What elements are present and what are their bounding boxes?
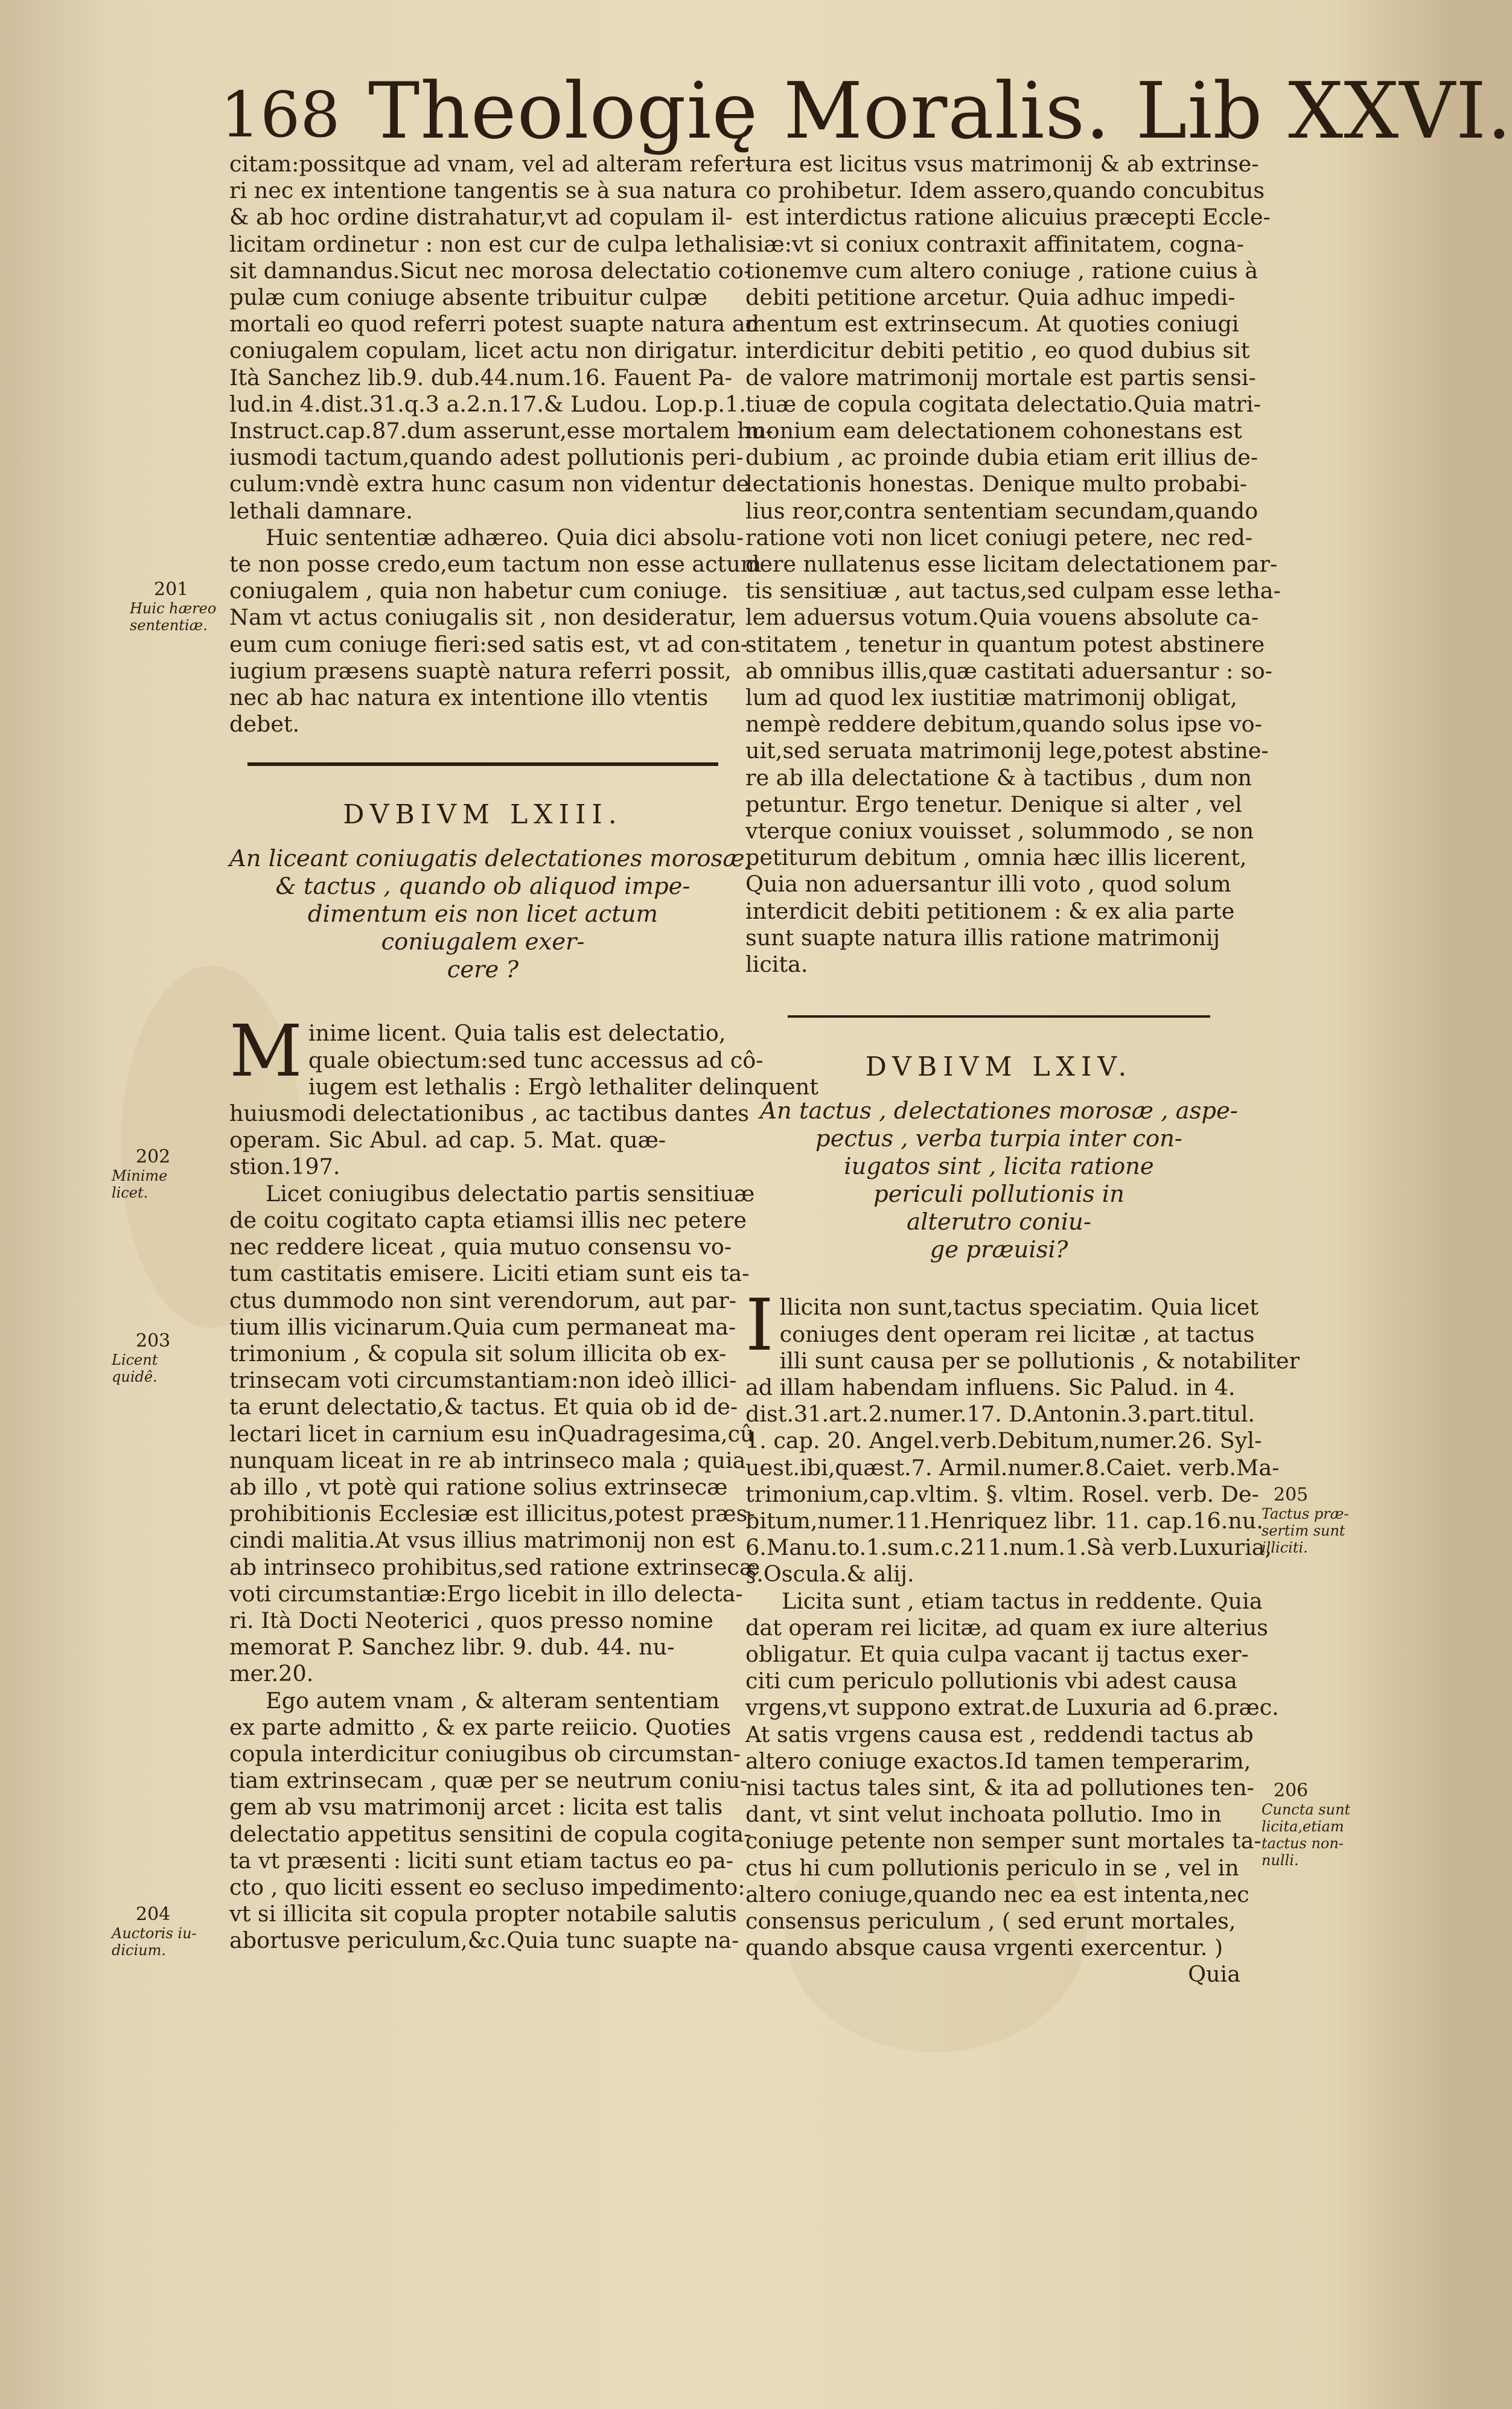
text-line: uest.ibi,quæst.7. Armil.numer.8.Caiet. verb.Ma- — [745, 1454, 1280, 1481]
paragraph — [229, 524, 762, 738]
text-line: ab illo , vt potè qui ratione solius extrinsecæ — [229, 1473, 728, 1500]
text-line: siæ:vt si coniux contraxit affinitatem, cogna- — [745, 231, 1244, 257]
text-line: lud.in 4.dist.31.q.3 a.2.n.17.& Ludou. Lop.p.1. — [229, 391, 746, 417]
text-line: dant, vt sint velut inchoata pollutio. Imo in — [745, 1801, 1222, 1828]
text-line: licitam ordinetur : non est cur de culpa lethali — [229, 231, 745, 257]
question-line: iugatos sint , licita ratione — [844, 1153, 1154, 1181]
text-line: 1. cap. 20. Angel.verb.Debitum,numer.26. Syl- — [745, 1428, 1262, 1454]
text-line: iusmodi tactum,quando adest pollutionis peri- — [229, 444, 744, 471]
margin-note-text: Tactus præ-sertim sunt illiciti. — [1262, 1505, 1349, 1556]
text-line: ri nec ex intentione tangentis se à sua natura — [229, 177, 737, 204]
paragraph — [229, 1687, 751, 1954]
divider-wrap — [229, 750, 736, 779]
text-line: te non posse credo,eum tactum non esse actum — [229, 551, 762, 578]
text-line: lem aduersus votum.Quia vouens absolute ca- — [745, 604, 1259, 631]
text-line: & ab hoc ordine distrahatur,vt ad copulam il- — [229, 204, 733, 231]
text-line: mortali eo quod referri potest suapte natura ad — [229, 311, 759, 337]
question-line: periculi pollutionis in — [873, 1181, 1124, 1208]
text-line: mer.20. — [229, 1661, 314, 1687]
text-line: petiturum debitum , omnia hæc illis licerent, — [745, 844, 1247, 871]
text-line: tum castitatis emisere. Liciti etiam sunt eis ta- — [229, 1260, 750, 1287]
text-line: monium eam delectationem cohonestans est — [745, 418, 1242, 444]
text-line: lectari licet in carnium esu inQuadragesima,cû — [229, 1420, 754, 1447]
text-line: lectationis honestas. Denique multo probabi- — [745, 471, 1248, 497]
text-line: tium illis vicinarum.Quia cum permaneat ma- — [229, 1313, 736, 1340]
text-line: trinsecam voti circumstantiam:non ideò illici- — [229, 1367, 737, 1394]
question-line: ge præuisi? — [930, 1236, 1068, 1264]
text-line: stion.197. — [229, 1153, 340, 1180]
text-line: dat operam rei licitæ, ad quam ex iure alterius — [745, 1614, 1268, 1641]
text-line: operam. Sic Abul. ad cap. 5. Mat. quæ- — [229, 1127, 666, 1153]
text-line: ctus hi cum pollutionis periculo in se , vel in — [745, 1854, 1239, 1881]
text-line: ta erunt delectatio,& tactus. Et quia ob id de- — [229, 1394, 738, 1420]
text-line: §.Oscula.& alij. — [745, 1561, 914, 1587]
question-line: pectus , verba turpia inter con- — [815, 1125, 1182, 1153]
text-line: lum ad quod lex iustitiæ matrimonij obligat, — [745, 684, 1237, 711]
text-line: ratione voti non licet coniugi petere, nec red- — [745, 524, 1253, 550]
text-line: vt si illicita sit copula propter notabile salutis — [229, 1901, 737, 1927]
text-line: consensus periculum , ( sed erunt mortales, — [745, 1907, 1236, 1934]
text-line: ab omnibus illis,quæ castitati aduersantur : so- — [745, 657, 1273, 684]
text-line: mentum est extrinsecum. At quoties coniugi — [745, 311, 1239, 337]
text-line: dubium , ac proinde dubia etiam erit illius de- — [745, 444, 1258, 471]
text-line: nempè reddere debitum,quando solus ipse vo- — [745, 711, 1262, 738]
text-line: Huic sententiæ adhæreo. Quia dici absolu- — [266, 524, 744, 550]
margin-note-number: 206 — [1274, 1780, 1309, 1801]
margin-note-number: 204 — [136, 1904, 171, 1925]
text-line: sunt suapte natura illis ratione matrimonij — [745, 924, 1220, 951]
text-line: tiuæ de copula cogitata delectatio.Quia matri- — [745, 391, 1261, 417]
margin-note — [1262, 1485, 1364, 1556]
paragraph — [229, 1009, 818, 1180]
margin-note-number: 201 — [154, 579, 189, 600]
paragraph — [229, 1180, 761, 1688]
margin-note — [112, 1904, 202, 1959]
text-line: altero coniuge exactos.Id tamen temperarim, — [745, 1747, 1251, 1774]
text-line: delectatio appetitus sensitini de copula cogita- — [229, 1820, 751, 1847]
text-line: Ità Sanchez lib.9. dub.44.num.16. Fauent Pa- — [229, 364, 733, 391]
text-line: uit,sed seruata matrimonij lege,potest abstine- — [745, 738, 1269, 764]
text-line: coniuge petente non semper sunt mortales ta- — [745, 1828, 1262, 1854]
margin-note-text: Licent quidê. — [112, 1351, 158, 1385]
margin-note — [112, 1331, 202, 1385]
text-line: vrgens,vt suppono extrat.de Luxuria ad 6.præc. — [745, 1694, 1279, 1721]
running-title: Theologię Moralis. Lib XXVI. — [368, 66, 1512, 156]
page-number: 168 — [220, 78, 340, 152]
text-line: lius reor,contra sententiam secundam,quando — [745, 497, 1258, 524]
text-line: nec ab hac natura ex intentione illo vtentis — [229, 684, 709, 711]
text-line: stitatem , tenetur in quantum potest abstinere — [745, 631, 1265, 657]
text-line: re ab illa delectatione & à tactibus , dum non — [745, 764, 1252, 791]
text-line: nunquam liceat in re ab intrinseco mala ; quia — [229, 1447, 746, 1473]
text-line: trimonium,cap.vltim. §. vltim. Rosel. verb. De- — [745, 1481, 1259, 1507]
text-line: voti circumstantiæ:Ergo licebit in illo delecta- — [229, 1580, 743, 1607]
question-line: coniugalem exer- — [381, 928, 585, 956]
text-line: 6.Manu.to.1.sum.c.211.num.1.Sà verb.Luxuria, — [745, 1534, 1272, 1561]
text-line: co prohibetur. Idem assero,quando concubitus — [745, 177, 1265, 204]
text-line: At satis vrgens causa est , reddendi tactus ab — [745, 1721, 1254, 1747]
text-line: quando absque causa vrgenti exercentur. ) — [745, 1935, 1223, 1961]
text-line: eum cum coniuge fieri:sed satis est, vt ad con- — [229, 631, 748, 657]
text-line: vterque coniux vouisset , solummodo , se non — [745, 818, 1254, 844]
left-column — [229, 151, 818, 1954]
question-line: cere ? — [447, 956, 519, 984]
question-line: dimentum eis non licet actum — [307, 901, 659, 928]
text-line: obligatur. Et quia culpa vacant ij tactus exer- — [745, 1641, 1249, 1667]
margin-note-number: 205 — [1274, 1484, 1309, 1505]
paragraph — [229, 151, 773, 525]
text-line: dist.31.art.2.numer.17. D.Antonin.3.part.titul. — [745, 1401, 1255, 1428]
text-line: ta vt præsenti : liciti sunt etiam tactus eo pa- — [229, 1847, 734, 1874]
text-line: tis sensitiuæ , aut tactus,sed culpam esse letha- — [745, 578, 1281, 604]
text-line: debiti petitione arcetur. Quia adhuc impedi- — [745, 284, 1236, 311]
text-line: iugium præsens suaptè natura referri possit, — [229, 657, 732, 684]
question-line: & tactus , quando ob aliquod impe- — [275, 873, 691, 901]
margin-note-number: 203 — [136, 1330, 171, 1351]
text-line: gem ab vsu matrimonij arcet : licita est talis — [229, 1794, 723, 1820]
text-line: Nam vt actus coniugalis sit , non desideratur, — [229, 604, 737, 631]
text-line: cto , quo liciti essent eo secluso impedimento: — [229, 1874, 745, 1900]
text-line: tionemve cum altero coniuge , ratione cuius à — [745, 257, 1258, 284]
text-line: ab intrinseco prohibitus,sed ratione extrinsecæ — [229, 1554, 761, 1580]
text-line: dere nullatenus esse licitam delectationem par- — [745, 551, 1278, 578]
section-divider — [788, 1015, 1210, 1018]
text-line: quale obiectum:sed tunc accessus ad cô- — [308, 1047, 764, 1073]
question-line: alterutro coniu- — [907, 1208, 1091, 1236]
text-line: interdicitur debiti petitio , eo quod dubius sit — [745, 337, 1250, 364]
text-line: coniuges dent operam rei licitæ , at tactus — [779, 1321, 1255, 1347]
text-line: tura est licitus vsus matrimonij & ab extrinse- — [745, 151, 1259, 177]
text-line: nisi tactus tales sint, & ita ad pollutiones ten- — [745, 1774, 1254, 1801]
text-line: iugem est lethalis : Ergò lethaliter delinquent — [308, 1073, 818, 1100]
text-line: coniugalem , quia non habetur cum coniuge. — [229, 578, 729, 604]
text-line: coniugalem copulam, licet actu non dirigatur. — [229, 337, 738, 364]
text-line: inime licent. Quia talis est delectatio, — [308, 1020, 726, 1047]
text-line: cindi malitia.At vsus illius matrimonij non est — [229, 1527, 735, 1554]
margin-note — [112, 1147, 202, 1201]
margin-note — [130, 579, 220, 634]
margin-note-number: 202 — [136, 1146, 171, 1167]
section-divider — [247, 762, 718, 766]
text-line: nec reddere liceat , quia mutuo consensu vo- — [229, 1234, 732, 1260]
text-line: Ego autem vnam , & alteram sententiam — [266, 1687, 720, 1714]
text-line: ex parte admitto , & ex parte reiicio. Quoties — [229, 1714, 732, 1740]
text-line: sit damnandus.Sicut nec morosa delectatio co- — [229, 257, 751, 284]
text-line: de coitu cogitato capta etiamsi illis nec petere — [229, 1207, 747, 1233]
margin-note-text: Auctoris iu-dicium. — [112, 1925, 197, 1959]
paragraph — [745, 1587, 1279, 1962]
dubium-question — [229, 845, 752, 984]
text-line: prohibitionis Ecclesiæ est illicitus,potest præs- — [229, 1501, 755, 1527]
paragraph — [745, 151, 1281, 978]
text-line: pulæ cum coniuge absente tribuitur culpæ — [229, 284, 707, 311]
text-line: bitum,numer.11.Henriquez libr. 11. cap.16.nu. — [745, 1507, 1263, 1534]
text-line: Instruct.cap.87.dum asserunt,esse mortalem hu- — [229, 418, 773, 444]
text-line: Licita sunt , etiam tactus in reddente. Quia — [782, 1587, 1263, 1614]
text-line: interdicit debiti petitionem : & ex alia parte — [745, 898, 1235, 924]
margin-note-text: Minime licet. — [112, 1167, 168, 1201]
text-line: debet. — [229, 711, 300, 738]
text-line: ad illam habendam influens. Sic Palud. in 4. — [745, 1374, 1236, 1400]
dubium-heading: DVBIVM LXIII. — [343, 799, 623, 831]
text-line: huiusmodi delectationibus , ac tactibus dantes — [229, 1100, 750, 1127]
text-line: citam:possitque ad vnam, vel ad alteram refer- — [229, 151, 753, 177]
running-header — [220, 66, 1512, 157]
margin-note — [1262, 1781, 1364, 1869]
text-line: illi sunt causa per se pollutionis , & notabiliter — [779, 1347, 1300, 1374]
dubium-heading: DVBIVM LXIV. — [865, 1051, 1133, 1083]
text-line: lethali damnare. — [229, 497, 413, 524]
margin-note-text: Huic hæreo sententiæ. — [130, 600, 217, 634]
divider-wrap — [745, 1002, 1252, 1031]
drop-cap: M — [229, 1009, 302, 1093]
text-line: petuntur. Ergo tenetur. Denique si alter , vel — [745, 791, 1242, 817]
text-line: Quia non aduersantur illi voto , quod solum — [745, 871, 1231, 898]
question-line: An liceant coniugatis delectationes morosæ, — [229, 845, 752, 873]
text-line: trimonium , & copula sit solum illicita ob ex- — [229, 1340, 727, 1367]
text-line: ri. Ità Docti Neoterici , quos presso nomine — [229, 1607, 713, 1633]
text-line: de valore matrimonij mortale est partis sensi- — [745, 364, 1256, 391]
question-line: An tactus , delectationes morosæ , aspe- — [760, 1097, 1238, 1125]
text-line: Licet coniugibus delectatio partis sensitiuæ — [266, 1180, 755, 1207]
catchword: Quia — [1188, 1961, 1240, 1988]
text-line: ctus dummodo non sint verendorum, aut par- — [229, 1287, 737, 1313]
margin-note-text: Cuncta sunt licita,etiam tactus non-nulli. — [1262, 1801, 1351, 1869]
text-line: copula interdicitur coniugibus ob circumstan- — [229, 1740, 741, 1767]
text-line: memorat P. Sanchez libr. 9. dub. 44. nu- — [229, 1634, 675, 1661]
text-line: altero coniuge,quando nec ea est intenta,nec — [745, 1881, 1249, 1907]
drop-cap: I — [745, 1283, 774, 1367]
text-line: tiam extrinsecam , quæ per se neutrum coniu- — [229, 1767, 748, 1794]
text-line: abortusve periculum,&c.Quia tunc suapte na- — [229, 1927, 739, 1954]
text-line: culum:vndè extra hunc casum non videntur de — [229, 471, 750, 497]
text-line: licita. — [745, 951, 808, 978]
text-line: llicita non sunt,tactus speciatim. Quia licet — [779, 1294, 1259, 1321]
text-line: citi cum periculo pollutionis vbi adest causa — [745, 1668, 1237, 1694]
dubium-question — [745, 1097, 1252, 1264]
text-line: est interdictus ratione alicuius præcepti Eccle- — [745, 204, 1271, 231]
